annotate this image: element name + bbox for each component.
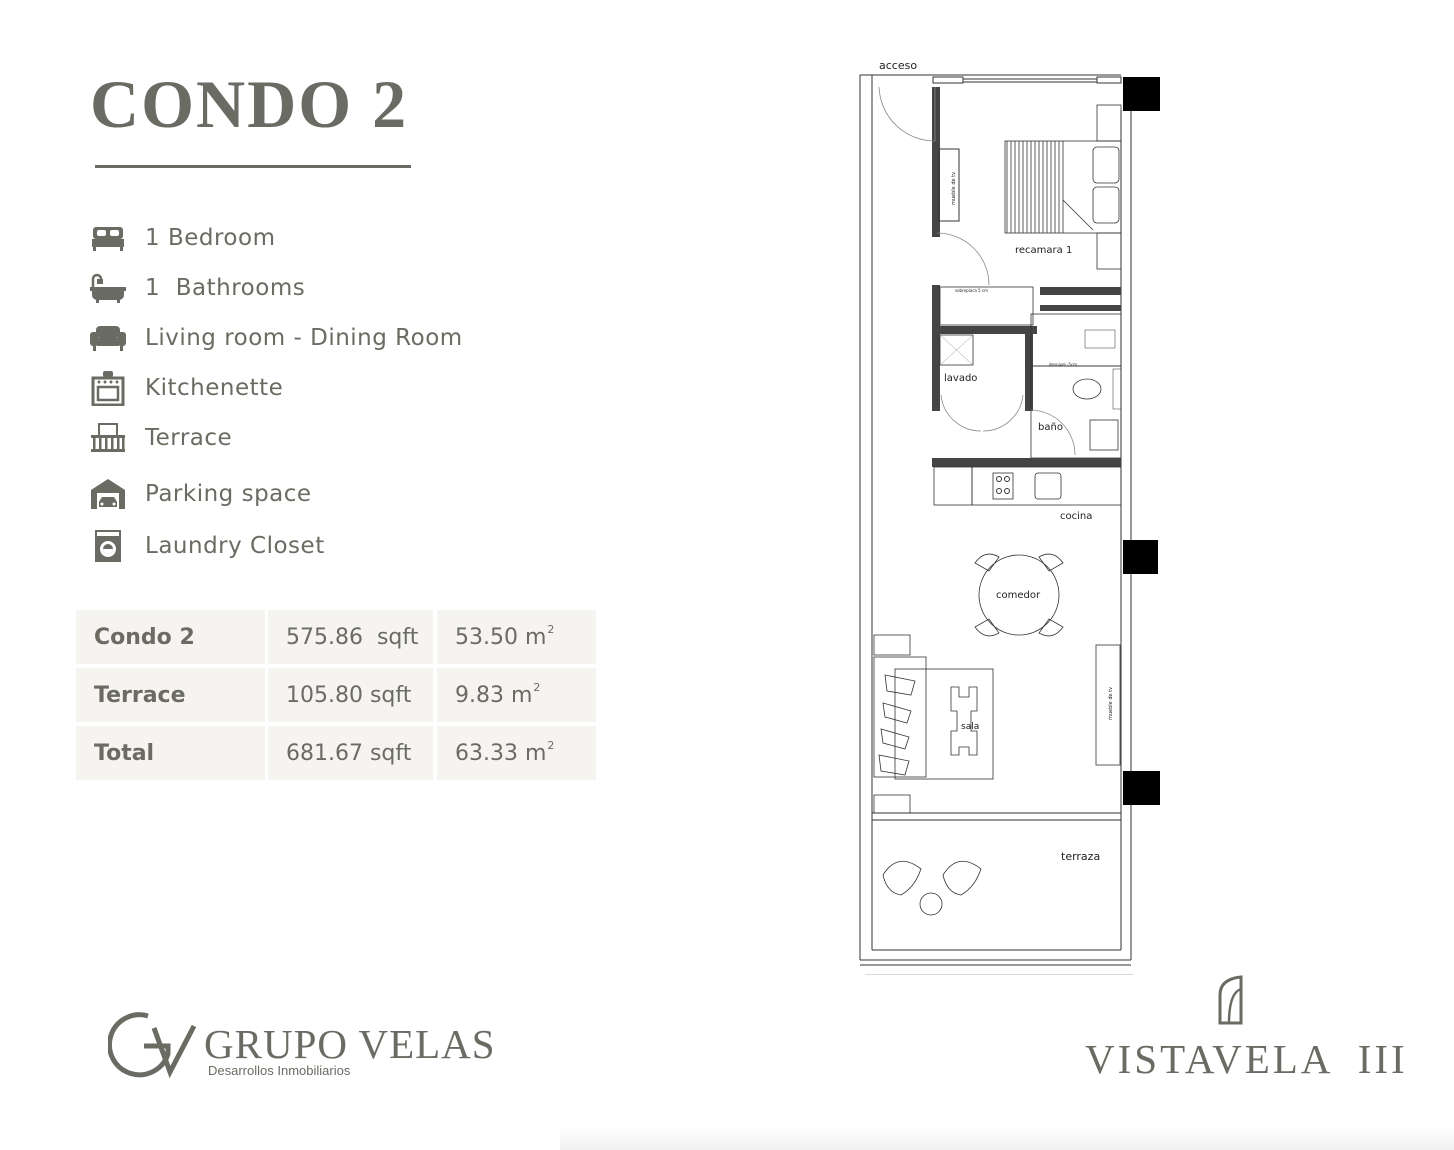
feature-label: Parking space — [145, 481, 312, 507]
feature-kitchenette — [88, 368, 283, 408]
grupo-velas-name: GRUPO VELAS — [204, 1021, 496, 1067]
area-m2: 53.50 m — [455, 624, 547, 650]
feature-living-dining — [88, 318, 463, 358]
window-top-left — [933, 77, 963, 83]
sail-icon — [1217, 975, 1251, 1025]
column-top — [1123, 77, 1160, 111]
area-sqft: 105.80 sqft — [268, 668, 433, 722]
feature-laundry — [88, 526, 325, 566]
armchair-icon — [88, 320, 128, 356]
feature-terrace — [88, 418, 232, 458]
gv-monogram-icon — [108, 1008, 198, 1078]
vistavela-logo — [1085, 975, 1408, 1082]
label-terraza: terraza — [1061, 850, 1101, 863]
area-m2-cell — [437, 668, 596, 722]
label-sala: sala — [961, 722, 980, 732]
floor-plan — [855, 55, 1165, 975]
area-m2-cell — [437, 610, 596, 664]
area-m2-sup: 2 — [533, 680, 541, 694]
area-name: Terrace — [76, 668, 265, 722]
page-shadow — [560, 1128, 1454, 1150]
garage-car-icon — [88, 476, 128, 512]
feature-parking — [88, 474, 312, 514]
feature-label: Terrace — [145, 425, 233, 451]
area-name: Condo 2 — [76, 610, 265, 664]
area-sqft: 681.67 sqft — [268, 726, 433, 780]
label-acceso: acceso — [879, 59, 918, 72]
washing-machine-icon — [88, 528, 128, 564]
bathtub-icon — [88, 270, 128, 306]
bed-icon — [88, 220, 128, 256]
area-sqft: 575.86 sqft — [268, 610, 433, 664]
stove-icon — [88, 370, 128, 406]
area-m2-cell — [437, 726, 596, 780]
label-recamara: recamara 1 — [1015, 245, 1073, 256]
label-mueble-tv-2: mueble de tv — [1108, 686, 1114, 720]
vistavela-name: VISTAVELA III — [1085, 1036, 1408, 1082]
area-m2-sup: 2 — [547, 622, 555, 636]
grupo-velas-tagline: Desarrollos Inmobiliarios — [208, 1063, 351, 1078]
column-bottom — [1123, 771, 1160, 805]
label-cocina: cocina — [1060, 511, 1093, 522]
terrace-chairs — [883, 861, 981, 915]
area-m2: 63.33 m — [455, 740, 547, 766]
title-underline — [95, 165, 411, 168]
window-top-right — [1097, 77, 1121, 83]
feature-label: Kitchenette — [145, 375, 284, 401]
area-name: Total — [76, 726, 265, 780]
label-comedor: comedor — [996, 590, 1041, 601]
feature-bathroom — [88, 268, 305, 308]
feature-label: 1 Bathrooms — [145, 275, 306, 301]
grupo-velas-logo — [108, 1008, 496, 1083]
area-m2-sup: 2 — [547, 738, 555, 752]
feature-label: Living room - Dining Room — [145, 325, 463, 351]
condo-title: CONDO 2 — [90, 66, 409, 142]
label-bano: baño — [1038, 422, 1063, 433]
feature-label: Laundry Closet — [145, 533, 325, 559]
terrace-railing-icon — [88, 420, 128, 456]
label-desnivel: desnivel -5cm — [1049, 362, 1078, 367]
label-closet-note: sobreplaca 5 cm — [955, 288, 989, 293]
label-lavado: lavado — [944, 373, 978, 384]
feature-label: 1 Bedroom — [145, 225, 276, 251]
feature-bedroom — [88, 218, 275, 258]
column-middle — [1123, 540, 1158, 574]
area-m2: 9.83 m — [455, 682, 533, 708]
label-mueble-tv-1: mueble de tv — [951, 171, 957, 205]
